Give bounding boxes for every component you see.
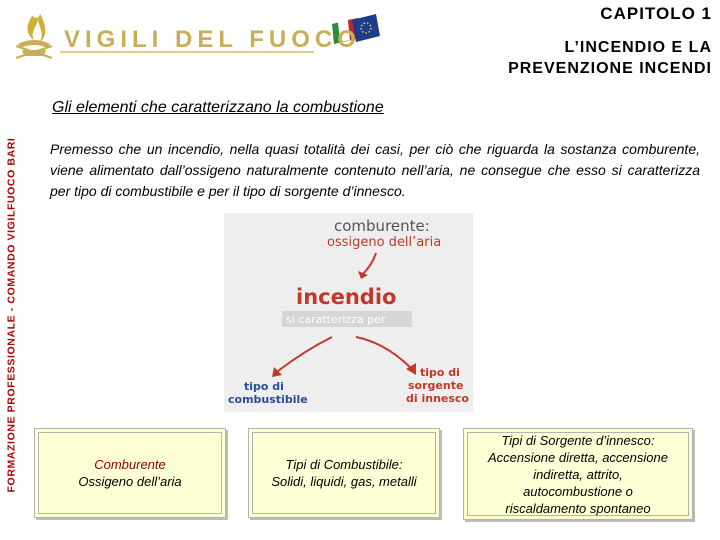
combustibile-box-title: Tipi di Combustibile [285,457,399,472]
diagram-comburente-sub: ossigeno dell’aria [327,235,442,250]
comburente-box-text: Ossigeno dell’aria [78,474,182,489]
vigili-del-fuoco-logo [14,6,384,66]
sidebar-vertical-label [0,90,22,540]
sorgente-box-line-2: indiretta, attrito, [533,466,623,482]
intro-paragraph: Premesso che un incendio, nella quasi totalità dei casi, per ciò che riguarda la sostanza comburente, viene alimentato dall’ossigeno naturalmente contenuto nell’aria, ne consegue che esso si caratterizza per tipo di combustibile e per il tipo di sorgente d’innesco. [50,141,700,199]
diagram-left-line-2: combustibile [228,393,308,406]
sidebar-text: FORMAZIONE PROFESSIONALE - COMANDO VIGILFUOCO BARI [5,137,18,493]
combustibile-box-text: Solidi, liquidi, gas, metalli [271,474,417,489]
diagram-center-sub: si caratterizza per [286,313,386,326]
combustion-diagram [224,213,473,412]
combustibile-box [248,428,440,518]
logo-text: VIGILI DEL FUOCO [64,26,361,53]
combustion-diagram-graphic [224,213,473,412]
comburente-box-title: Comburente [94,457,166,472]
sorgente-box-title: Tipi di Sorgente d’innesco [501,432,651,448]
combustibile-box-colon: : [398,457,403,472]
subtitle-line-2: PREVENZIONE INCENDI [508,60,712,77]
comburente-box [34,428,226,518]
diagram-left-line-1: tipo di [244,380,284,393]
diagram-right-line-3: di innesco [406,392,469,405]
subtitle-line-1: L’INCENDIO E LA [564,39,712,56]
arrow-left-icon [278,337,332,371]
chapter-label: CAPITOLO 1 [600,4,712,23]
section-title: Gli elementi che caratterizzano la combustione [52,99,384,116]
sorgente-box-line-3: autocombustione o [523,483,633,499]
diagram-center-label: incendio [296,285,397,309]
arrow-right-icon [356,337,412,369]
diagram-comburente-title: comburente: [334,217,430,235]
chapter-subtitle [508,37,712,79]
diagram-right-line-2: sorgente [408,379,464,392]
sorgente-innesco-box [463,428,693,520]
sorgente-box-colon: : [650,432,655,448]
diagram-right-line-1: tipo di [420,366,460,379]
sorgente-box-line-1: Accensione diretta, accensione [488,449,668,465]
sorgente-box-line-4: riscaldamento spontaneo [505,500,651,516]
arrow-top-icon [362,253,376,275]
